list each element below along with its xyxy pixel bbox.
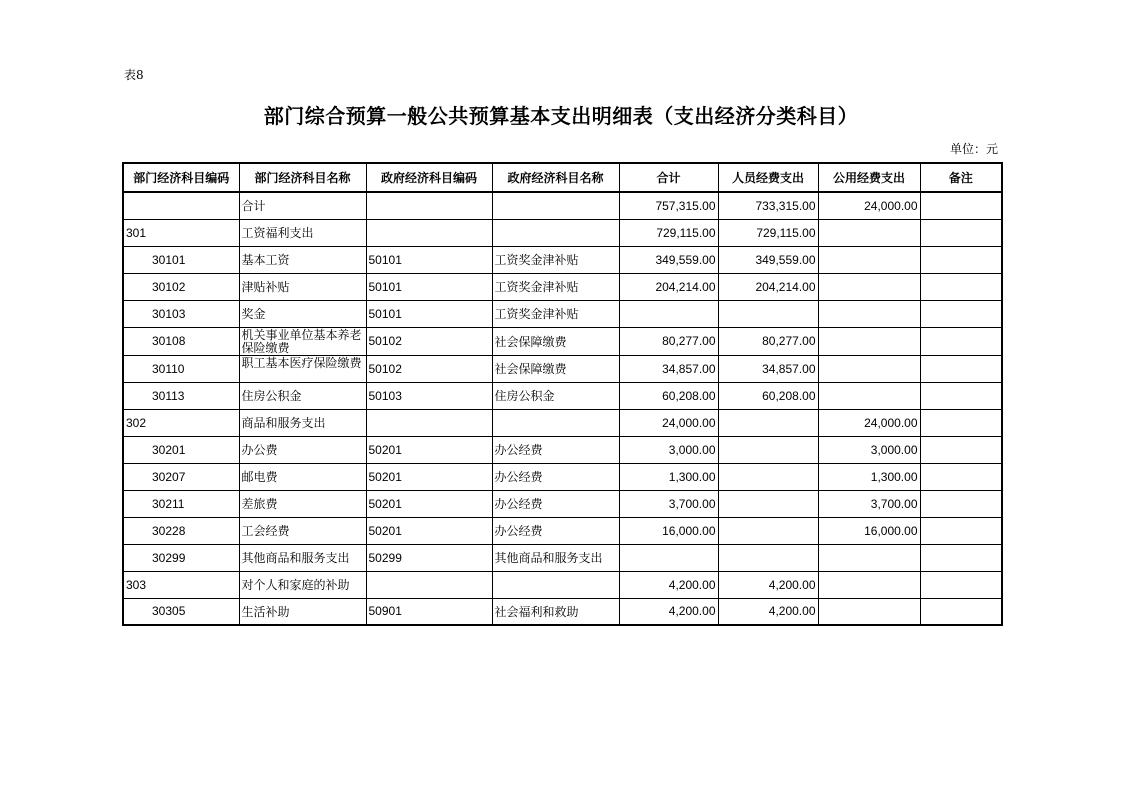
total-cell: 60,208.00 (619, 382, 718, 409)
personnel-cell: 80,277.00 (718, 327, 818, 355)
table-row (123, 544, 1002, 571)
personnel-cell (718, 463, 818, 490)
gov-code-cell: 50201 (366, 517, 492, 544)
dept-code-cell: 30228 (123, 517, 239, 544)
personnel-cell (718, 490, 818, 517)
total-cell: 3,700.00 (619, 490, 718, 517)
total-cell: 729,115.00 (619, 219, 718, 246)
public-cell: 3,000.00 (818, 436, 920, 463)
public-cell (818, 273, 920, 300)
table-row (123, 436, 1002, 463)
gov-code-cell: 50102 (366, 327, 492, 355)
gov-code-cell: 50103 (366, 382, 492, 409)
personnel-cell: 729,115.00 (718, 219, 818, 246)
personnel-cell: 4,200.00 (718, 571, 818, 598)
total-cell: 4,200.00 (619, 598, 718, 625)
dept-name-cell: 津贴补贴 (239, 273, 366, 300)
table-row (123, 300, 1002, 327)
dept-code-cell (123, 192, 239, 219)
remark-cell (920, 382, 1002, 409)
public-cell: 1,300.00 (818, 463, 920, 490)
remark-cell (920, 571, 1002, 598)
dept-code-cell: 30113 (123, 382, 239, 409)
public-cell (818, 300, 920, 327)
gov-name-cell (492, 571, 619, 598)
public-cell (818, 544, 920, 571)
dept-code-cell: 30207 (123, 463, 239, 490)
public-cell (818, 219, 920, 246)
gov-code-cell: 50299 (366, 544, 492, 571)
total-cell: 34,857.00 (619, 355, 718, 382)
dept-code-cell: 30110 (123, 355, 239, 382)
personnel-cell: 733,315.00 (718, 192, 818, 219)
remark-cell (920, 327, 1002, 355)
dept-name-cell: 工会经费 (239, 517, 366, 544)
public-cell: 24,000.00 (818, 192, 920, 219)
personnel-cell (718, 436, 818, 463)
gov-name-cell: 社会保障缴费 (492, 327, 619, 355)
dept-code-cell: 30108 (123, 327, 239, 355)
dept-code-cell: 30299 (123, 544, 239, 571)
gov-name-cell: 办公经费 (492, 490, 619, 517)
gov-code-cell: 50901 (366, 598, 492, 625)
public-cell (818, 355, 920, 382)
public-cell (818, 598, 920, 625)
gov-code-cell (366, 409, 492, 436)
total-cell: 4,200.00 (619, 571, 718, 598)
table-row (123, 273, 1002, 300)
unit-label: 单位：元 (949, 142, 998, 156)
dept-name-cell: 奖金 (239, 300, 366, 327)
gov-code-cell (366, 192, 492, 219)
total-cell: 757,315.00 (619, 192, 718, 219)
table-row (123, 598, 1002, 625)
gov-name-cell: 社会福利和救助 (492, 598, 619, 625)
personnel-cell (718, 300, 818, 327)
dept-name-cell: 职工基本医疗保险缴费 (239, 355, 366, 382)
remark-cell (920, 409, 1002, 436)
gov-code-cell: 50101 (366, 300, 492, 327)
dept-code-cell: 30211 (123, 490, 239, 517)
gov-code-cell: 50101 (366, 246, 492, 273)
public-cell: 16,000.00 (818, 517, 920, 544)
public-cell: 24,000.00 (818, 409, 920, 436)
dept-name-cell: 办公费 (239, 436, 366, 463)
table-row (123, 246, 1002, 273)
dept-code-cell: 30305 (123, 598, 239, 625)
gov-code-cell (366, 571, 492, 598)
remark-cell (920, 517, 1002, 544)
personnel-cell: 4,200.00 (718, 598, 818, 625)
table-row (123, 517, 1002, 544)
remark-cell (920, 273, 1002, 300)
dept-code-cell: 302 (123, 409, 239, 436)
gov-name-cell: 工资奖金津补贴 (492, 273, 619, 300)
dept-name-cell: 其他商品和服务支出 (239, 544, 366, 571)
gov-name-cell: 办公经费 (492, 463, 619, 490)
public-cell (818, 382, 920, 409)
gov-name-cell: 办公经费 (492, 517, 619, 544)
table-header-row (123, 163, 1002, 192)
total-cell: 1,300.00 (619, 463, 718, 490)
table-row (123, 571, 1002, 598)
gov-code-cell: 50201 (366, 490, 492, 517)
total-cell: 349,559.00 (619, 246, 718, 273)
gov-code-cell: 50101 (366, 273, 492, 300)
dept-code-cell: 30102 (123, 273, 239, 300)
gov-code-cell: 50102 (366, 355, 492, 382)
public-cell (818, 246, 920, 273)
dept-code-cell: 30201 (123, 436, 239, 463)
dept-name-cell: 基本工资 (239, 246, 366, 273)
dept-name-cell: 住房公积金 (239, 382, 366, 409)
remark-cell (920, 598, 1002, 625)
gov-code-cell: 50201 (366, 436, 492, 463)
table-row (123, 327, 1002, 355)
gov-code-cell (366, 219, 492, 246)
total-cell: 80,277.00 (619, 327, 718, 355)
gov-name-cell (492, 192, 619, 219)
remark-cell (920, 355, 1002, 382)
dept-code-cell: 301 (123, 219, 239, 246)
personnel-cell: 204,214.00 (718, 273, 818, 300)
column-header: 部门经济科目编码 (123, 163, 239, 192)
dept-name-cell: 工资福利支出 (239, 219, 366, 246)
page-title: 部门综合预算一般公共预算基本支出明细表（支出经济分类科目） (263, 104, 859, 128)
remark-cell (920, 544, 1002, 571)
column-header: 人员经费支出 (718, 163, 818, 192)
gov-name-cell: 办公经费 (492, 436, 619, 463)
dept-name-cell: 生活补助 (239, 598, 366, 625)
column-header: 部门经济科目名称 (239, 163, 366, 192)
gov-name-cell: 住房公积金 (492, 382, 619, 409)
column-header: 政府经济科目编码 (366, 163, 492, 192)
table-row (123, 382, 1002, 409)
personnel-cell (718, 544, 818, 571)
gov-name-cell: 其他商品和服务支出 (492, 544, 619, 571)
remark-cell (920, 436, 1002, 463)
column-header: 公用经费支出 (818, 163, 920, 192)
remark-cell (920, 192, 1002, 219)
table-row (123, 409, 1002, 436)
remark-cell (920, 219, 1002, 246)
total-cell: 16,000.00 (619, 517, 718, 544)
dept-name-cell: 差旅费 (239, 490, 366, 517)
personnel-cell: 349,559.00 (718, 246, 818, 273)
dept-name-cell: 机关事业单位基本养老保险缴费 (239, 327, 366, 355)
personnel-cell (718, 517, 818, 544)
dept-name-cell: 合计 (239, 192, 366, 219)
public-cell: 3,700.00 (818, 490, 920, 517)
column-header: 政府经济科目名称 (492, 163, 619, 192)
budget-table (122, 162, 1003, 626)
total-cell: 24,000.00 (619, 409, 718, 436)
gov-name-cell (492, 219, 619, 246)
column-header: 合计 (619, 163, 718, 192)
gov-name-cell: 工资奖金津补贴 (492, 246, 619, 273)
personnel-cell: 34,857.00 (718, 355, 818, 382)
dept-code-cell: 30103 (123, 300, 239, 327)
remark-cell (920, 246, 1002, 273)
dept-name-cell: 邮电费 (239, 463, 366, 490)
remark-cell (920, 300, 1002, 327)
total-cell (619, 544, 718, 571)
public-cell (818, 327, 920, 355)
gov-name-cell (492, 409, 619, 436)
remark-cell (920, 463, 1002, 490)
table-body (123, 192, 1002, 625)
gov-code-cell: 50201 (366, 463, 492, 490)
remark-cell (920, 490, 1002, 517)
dept-name-cell: 商品和服务支出 (239, 409, 366, 436)
total-cell: 3,000.00 (619, 436, 718, 463)
table-row (123, 463, 1002, 490)
total-cell: 204,214.00 (619, 273, 718, 300)
table-row (123, 355, 1002, 382)
dept-name-cell: 对个人和家庭的补助 (239, 571, 366, 598)
dept-code-cell: 303 (123, 571, 239, 598)
personnel-cell (718, 409, 818, 436)
total-cell (619, 300, 718, 327)
table-number: 表8 (124, 68, 144, 82)
dept-code-cell: 30101 (123, 246, 239, 273)
public-cell (818, 571, 920, 598)
gov-name-cell: 工资奖金津补贴 (492, 300, 619, 327)
gov-name-cell: 社会保障缴费 (492, 355, 619, 382)
table-row (123, 490, 1002, 517)
column-header: 备注 (920, 163, 1002, 192)
table-row (123, 219, 1002, 246)
table-row (123, 192, 1002, 219)
personnel-cell: 60,208.00 (718, 382, 818, 409)
